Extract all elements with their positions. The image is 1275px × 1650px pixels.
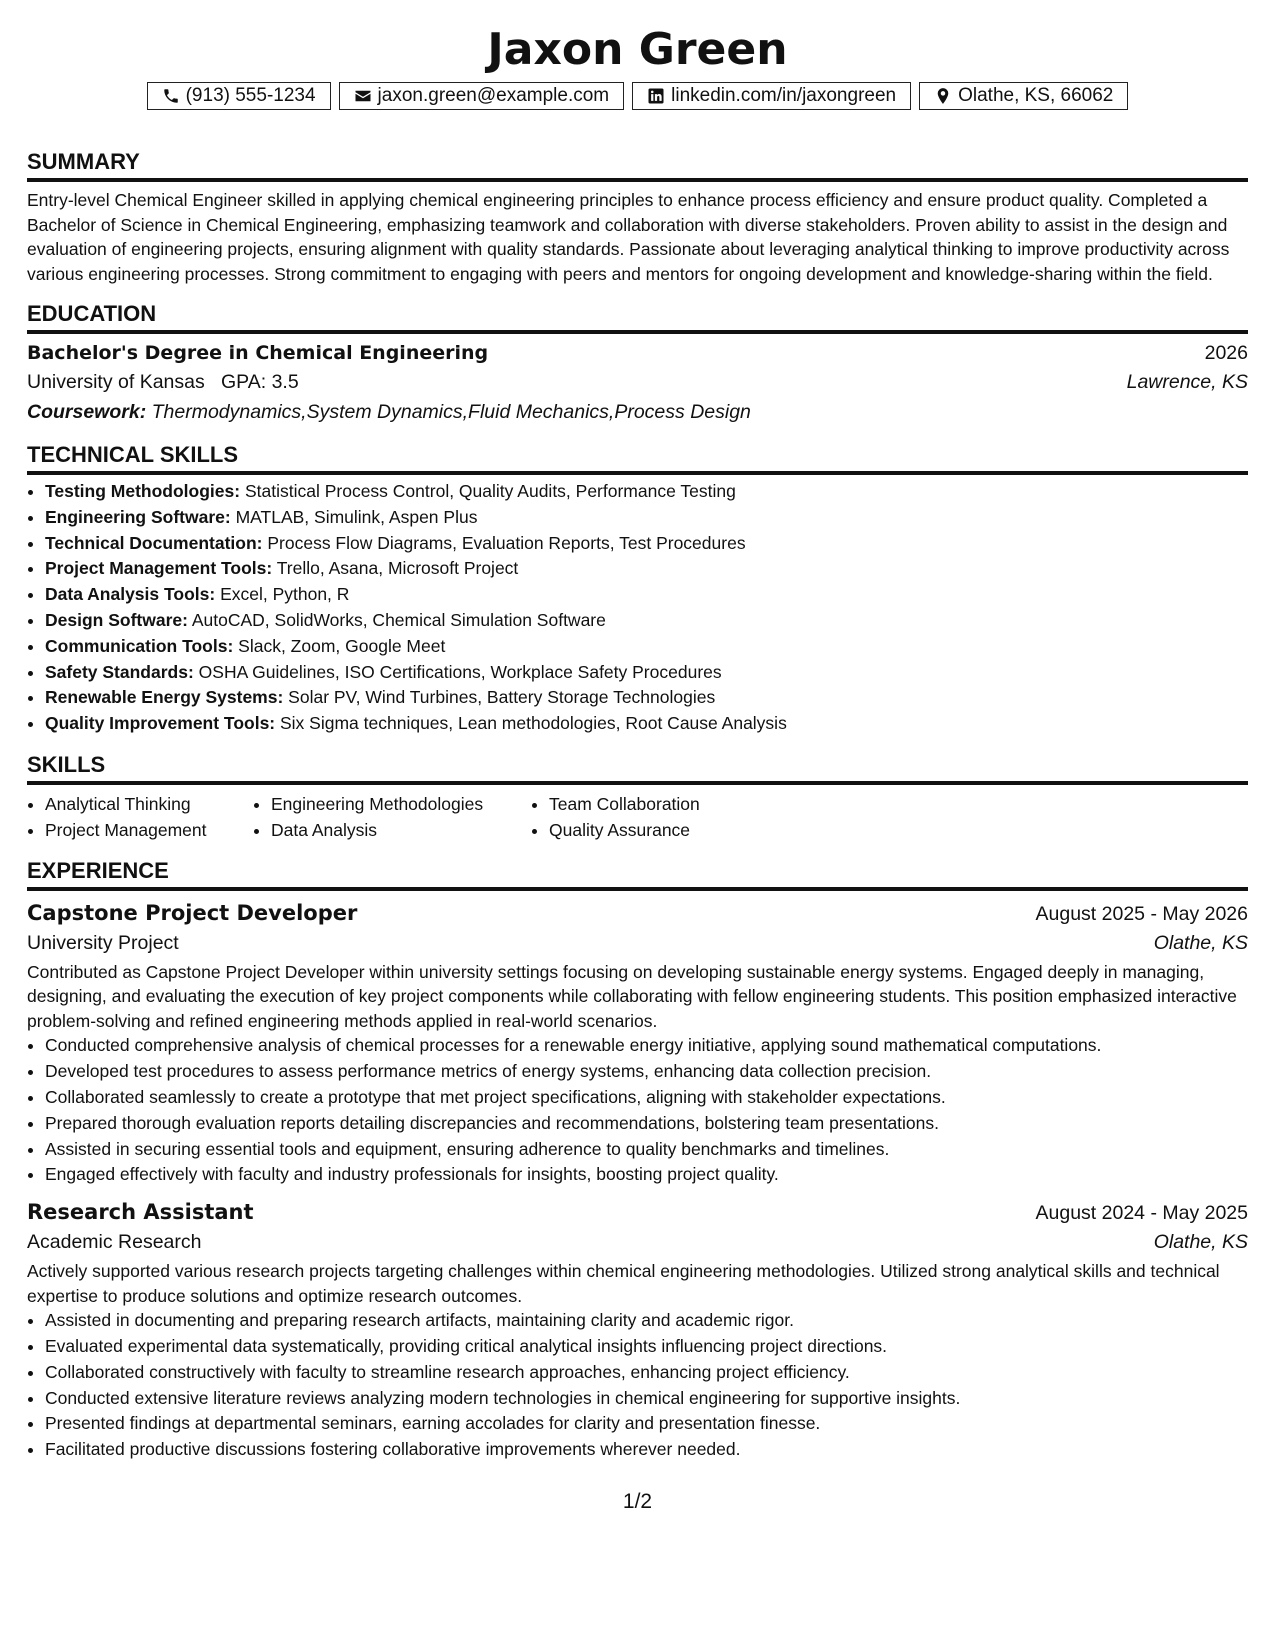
skills-column bbox=[27, 791, 253, 843]
list-item: • Engaged effectively with faculty and industry professionals for insights, boosting project quality. bbox=[45, 1162, 1248, 1188]
job-dates: August 2024 - May 2025 bbox=[1035, 1202, 1248, 1225]
skill-values: AutoCAD, SolidWorks, Chemical Simulation Software bbox=[191, 609, 606, 630]
list-item: • Collaborated constructively with faculty to streamline research approaches, enhancing project efficiency. bbox=[45, 1360, 1248, 1386]
skill-category: Project Management Tools: bbox=[45, 558, 273, 579]
skill-values: Slack, Zoom, Google Meet bbox=[238, 635, 446, 656]
list-item bbox=[45, 479, 1248, 505]
list-item: • Evaluated experimental data systematically, providing critical analytical insights influencing project directions. bbox=[45, 1334, 1248, 1360]
school-location: Lawrence, KS bbox=[1126, 371, 1248, 393]
skills-column bbox=[253, 791, 531, 843]
job-bullets bbox=[27, 1308, 1248, 1463]
list-item: • Project Management bbox=[45, 817, 253, 843]
list-item: • Team Collaboration bbox=[549, 791, 849, 817]
list-item: • Engineering Methodologies bbox=[271, 791, 531, 817]
job-header-row bbox=[27, 1196, 1248, 1228]
linkedin-icon bbox=[647, 87, 665, 105]
graduation-year: 2026 bbox=[1204, 342, 1248, 364]
skill-category: Communication Tools: bbox=[45, 635, 234, 656]
list-item: • Conducted comprehensive analysis of chemical processes for a renewable energy initiative, applying sound mathematical computations. bbox=[45, 1033, 1248, 1059]
list-item bbox=[45, 634, 1248, 660]
list-item: • Presented findings at departmental seminars, earning accolades for clarity and presentation finesse. bbox=[45, 1411, 1248, 1437]
candidate-name: Jaxon Green bbox=[487, 24, 788, 75]
list-item: • Quality Assurance bbox=[549, 817, 849, 843]
skill-values: Solar PV, Wind Turbines, Battery Storage Technologies bbox=[288, 687, 716, 708]
summary-section bbox=[27, 148, 1248, 286]
list-item: • Assisted in securing essential tools and equipment, ensuring adherence to quality benchmarks and timelines. bbox=[45, 1137, 1248, 1163]
contact-phone[interactable] bbox=[147, 82, 331, 110]
list-item: • Prepared thorough evaluation reports detailing discrepancies and recommendations, bolstering team presentations. bbox=[45, 1111, 1248, 1137]
section-title: EXPERIENCE bbox=[27, 857, 1248, 891]
skill-values: OSHA Guidelines, ISO Certifications, Workplace Safety Procedures bbox=[198, 661, 722, 682]
section-title: SKILLS bbox=[27, 751, 1248, 785]
contact-location bbox=[919, 82, 1128, 110]
list-item bbox=[45, 531, 1248, 557]
job-description: Contributed as Capstone Project Developer within university settings focusing on developing sustainable energy systems. Engaged deeply in managing, designing, and evaluating the execution of key project components while collaborating with fellow engineering students. This position emphasized interactive problem-solving and refined engineering methods applied in real-world scenarios. bbox=[27, 961, 1237, 1031]
list-item: • Facilitated productive discussions fostering collaborative improvements wherever needed. bbox=[45, 1437, 1248, 1463]
list-item bbox=[45, 582, 1248, 608]
coursework-line bbox=[27, 397, 1248, 427]
job-entry bbox=[27, 897, 1248, 1188]
job-org: University Project bbox=[27, 931, 179, 954]
skill-category: Data Analysis Tools: bbox=[45, 584, 216, 605]
summary-text: Entry-level Chemical Engineer skilled in applying chemical engineering principles to enhance process efficiency and ensure product quality. Completed a Bachelor of Science in Chemical Engineering, emphasizing teamwork and collaboration with diverse stakeholders. Proven ability to assist in the design and evaluation of engineering projects, ensuring alignment with quality standards. Passionate about leveraging analytical thinking to improve productivity across various engineering processes. Strong commitment to engaging with peers and mentors for ongoing development and knowledge-sharing within the field. bbox=[27, 190, 1230, 284]
job-location: Olathe, KS bbox=[1153, 931, 1248, 954]
job-title: Research Assistant bbox=[27, 1200, 254, 1225]
education-header-row bbox=[27, 338, 1248, 368]
job-location: Olathe, KS bbox=[1153, 1231, 1248, 1254]
job-bullets bbox=[27, 1033, 1248, 1188]
gpa: GPA: 3.5 bbox=[221, 371, 299, 393]
job-org: Academic Research bbox=[27, 1231, 202, 1254]
list-item: • Conducted extensive literature reviews analyzing modern technologies in chemical engineering for supportive insights. bbox=[45, 1386, 1248, 1412]
job-description: Actively supported various research projects targeting challenges within chemical engineering methodologies. Utilized strong analytical skills and technical expertise to produce solutions and optimize research outcomes. bbox=[27, 1261, 1220, 1306]
list-item bbox=[45, 711, 1248, 737]
phone-text: (913) 555-1234 bbox=[185, 85, 316, 106]
skill-category: Testing Methodologies: bbox=[45, 481, 241, 501]
list-item bbox=[45, 608, 1248, 634]
skill-category: Quality Improvement Tools: bbox=[45, 713, 276, 734]
degree-title: Bachelor's Degree in Chemical Engineering bbox=[27, 342, 489, 364]
coursework-list: Thermodynamics,System Dynamics,Fluid Mechanics,Process Design bbox=[151, 401, 751, 423]
section-title: EDUCATION bbox=[27, 300, 1248, 334]
skill-category: Design Software: bbox=[45, 609, 188, 630]
skill-values: Statistical Process Control, Quality Audits, Performance Testing bbox=[244, 481, 736, 501]
education-school-row bbox=[27, 368, 1248, 397]
list-item: • Collaborated seamlessly to create a prototype that met project specifications, aligning with stakeholder expectations. bbox=[45, 1085, 1248, 1111]
contact-linkedin[interactable] bbox=[632, 82, 911, 110]
skills-section bbox=[27, 751, 1248, 843]
school-name: University of Kansas bbox=[27, 371, 205, 393]
section-title: SUMMARY bbox=[27, 148, 1248, 182]
skill-values: Trello, Asana, Microsoft Project bbox=[276, 558, 519, 579]
skill-category: Renewable Energy Systems: bbox=[45, 687, 284, 708]
page-number: 1/2 bbox=[622, 1490, 653, 1513]
list-item: • Assisted in documenting and preparing research artifacts, maintaining clarity and academic rigor. bbox=[45, 1308, 1248, 1334]
education-section bbox=[27, 300, 1248, 427]
skill-values: Six Sigma techniques, Lean methodologies, Root Cause Analysis bbox=[280, 713, 787, 734]
list-item bbox=[45, 685, 1248, 711]
skill-values: Process Flow Diagrams, Evaluation Reports, Test Procedures bbox=[267, 532, 746, 553]
skill-category: Engineering Software: bbox=[45, 506, 231, 527]
contact-email[interactable] bbox=[339, 82, 625, 110]
skill-values: Excel, Python, R bbox=[220, 584, 350, 605]
map-pin-icon bbox=[934, 87, 952, 105]
section-title: TECHNICAL SKILLS bbox=[27, 441, 1248, 475]
job-entry bbox=[27, 1196, 1248, 1463]
location-text: Olathe, KS, 66062 bbox=[958, 85, 1114, 106]
list-item bbox=[45, 556, 1248, 582]
email-text: jaxon.green@example.com bbox=[377, 85, 610, 106]
envelope-icon bbox=[354, 87, 372, 105]
school-line bbox=[27, 368, 299, 397]
experience-section bbox=[27, 857, 1248, 1463]
list-item: • Data Analysis bbox=[271, 817, 531, 843]
technical-skills-section bbox=[27, 441, 1248, 737]
contact-bar bbox=[27, 82, 1248, 110]
skill-category: Technical Documentation: bbox=[45, 532, 263, 553]
job-org-row bbox=[27, 929, 1248, 958]
job-org-row bbox=[27, 1228, 1248, 1257]
list-item: • Analytical Thinking bbox=[45, 791, 253, 817]
skills-grid bbox=[27, 791, 1248, 843]
list-item: • Developed test procedures to assess performance metrics of energy systems, enhancing data collection precision. bbox=[45, 1059, 1248, 1085]
linkedin-text: linkedin.com/in/jaxongreen bbox=[671, 85, 897, 106]
list-item bbox=[45, 660, 1248, 686]
list-item bbox=[45, 505, 1248, 531]
skills-column bbox=[531, 791, 849, 843]
technical-skills-list bbox=[27, 479, 1248, 737]
job-dates: August 2025 - May 2026 bbox=[1035, 902, 1248, 925]
skill-category: Safety Standards: bbox=[45, 661, 194, 682]
job-title: Capstone Project Developer bbox=[27, 900, 358, 925]
phone-icon bbox=[162, 87, 180, 105]
coursework-label: Coursework: bbox=[27, 401, 147, 423]
skill-values: MATLAB, Simulink, Aspen Plus bbox=[235, 506, 478, 527]
job-header-row bbox=[27, 897, 1248, 929]
